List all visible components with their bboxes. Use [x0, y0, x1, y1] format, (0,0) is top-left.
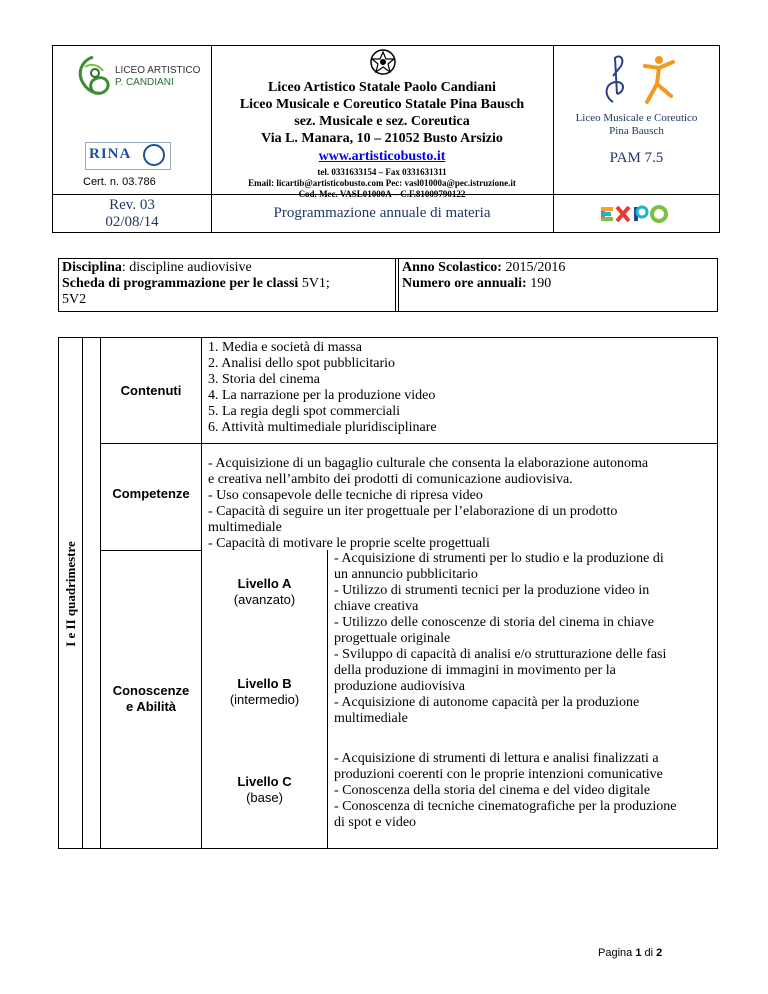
list-item: progettuale originale	[334, 631, 451, 646]
list-item: multimediale	[208, 520, 282, 535]
cert-number: Cert. n. 03.786	[83, 176, 156, 188]
list-item: un annuncio pubblicitario	[334, 567, 478, 582]
level-b-desc: (intermedio)	[229, 692, 300, 707]
logo-text-1: LICEO ARTISTICO	[115, 65, 201, 76]
page-number	[598, 947, 662, 959]
expo-logo	[601, 204, 681, 224]
contenuti-list	[208, 340, 437, 436]
competenze-label: Competenze	[112, 486, 190, 501]
disciplina-label: Disciplina	[62, 260, 122, 275]
list-item: - Utilizzo di strumenti tecnici per la produzione video in	[334, 583, 650, 598]
right-label-1: Liceo Musicale e Coreutico	[575, 112, 698, 124]
list-item: - Acquisizione di autonome capacità per la produzione	[334, 695, 640, 710]
list-item: di spot e video	[334, 815, 417, 830]
anno-value: 2015/2016	[501, 260, 566, 275]
list-item: - Acquisizione di strumenti per lo studio e la produzione di	[334, 551, 664, 566]
pam-code: PAM 7.5	[609, 150, 664, 166]
level-a-label	[202, 576, 327, 608]
level-a-name: Livello A	[237, 576, 292, 591]
level-b-label	[202, 676, 327, 708]
current-page: 1	[635, 947, 642, 959]
course-info-right	[402, 260, 712, 292]
level-a-list	[334, 551, 664, 647]
header-table	[52, 45, 720, 233]
school-line-1: Liceo Artistico Statale Paolo Candiani	[268, 80, 496, 95]
right-label-2: Pina Bausch	[609, 125, 664, 137]
list-item: 2. Analisi dello spot pubblicitario	[208, 356, 396, 371]
list-item: - Acquisizione di strumenti di lettura e analisi finalizzati a	[334, 751, 659, 766]
conoscenze-label	[101, 683, 201, 715]
level-c-name: Livello C	[237, 774, 292, 789]
list-item: - Utilizzo delle conoscenze di storia del cinema in chiave	[334, 615, 654, 630]
competenze-list	[208, 456, 648, 552]
conoscenze-label-1: Conoscenze	[112, 683, 190, 698]
school-line-4: Via L. Manara, 10 – 21052 Busto Arsizio	[261, 131, 503, 146]
level-b-list	[334, 647, 666, 727]
list-item: multimediale	[334, 711, 408, 726]
right-label	[553, 112, 720, 138]
disciplina-value: : discipline audiovisive	[121, 260, 252, 275]
period-label: I e II quadrimestre	[63, 541, 78, 647]
contenuti-label: Contenuti	[120, 383, 182, 398]
rina-certification-logo: RINA	[81, 138, 181, 174]
list-item: 1. Media e società di massa	[208, 340, 362, 355]
list-item: della produzione di immagini in movimento per la	[334, 663, 616, 678]
course-info-left	[62, 260, 392, 308]
scheda-label: Scheda di programmazione per le classi	[62, 276, 299, 291]
revision-date: 02/08/14	[105, 214, 159, 230]
school-info	[211, 79, 553, 200]
list-item: - Conoscenza di tecniche cinematografiche per la produzione	[334, 799, 677, 814]
scheda-value: 5V1;	[298, 276, 330, 291]
level-c-desc: (base)	[246, 790, 283, 805]
revision-number: Rev. 03	[109, 197, 155, 213]
contact-line-1: tel. 0331633154 – Fax 0331631311	[317, 167, 447, 177]
liceo-artistico-logo	[71, 51, 201, 106]
level-c-label	[202, 774, 327, 806]
course-info-table	[58, 258, 718, 312]
contact-line-2: Email: licartib@artisticobusto.com Pec: vasl01000a@pec.istruzione.it	[248, 178, 516, 188]
programming-table	[58, 337, 718, 849]
revision-info	[53, 197, 211, 231]
liceo-musicale-logo	[593, 52, 693, 108]
list-item: e creativa nell’ambito dei prodotti di comunicazione audiovisiva.	[208, 472, 573, 487]
conoscenze-label-2: e Abilità	[125, 699, 177, 714]
document-type: Programmazione annuale di materia	[273, 205, 491, 221]
scheda-value-2: 5V2	[62, 292, 87, 307]
school-line-3: sez. Musicale e sez. Coreutica	[294, 114, 470, 129]
list-item: 6. Attività multimediale pluridisciplinare	[208, 420, 437, 435]
school-line-2: Liceo Musicale e Coreutico Statale Pina Bausch	[239, 97, 525, 112]
total-pages: 2	[656, 947, 663, 959]
republic-emblem-icon	[369, 48, 397, 76]
list-item: 5. La regia degli spot commerciali	[208, 404, 401, 419]
website-link[interactable]: www.artisticobusto.it	[318, 149, 446, 164]
list-item: 3. Storia del cinema	[208, 372, 320, 387]
list-item: - Capacità di motivare le proprie scelte progettuali	[208, 536, 490, 551]
list-item: - Uso consapevole delle tecniche di ripresa video	[208, 488, 483, 503]
list-item: 4. La narrazione per la produzione video	[208, 388, 436, 403]
list-item: produzioni coerenti con le proprie intenzioni comunicative	[334, 767, 663, 782]
logo-text-2: P. CANDIANI	[115, 77, 174, 88]
list-item: - Conoscenza della storia del cinema e del video digitale	[334, 783, 651, 798]
page-label: Pagina	[598, 947, 636, 959]
ore-value: 190	[526, 276, 552, 291]
level-a-desc: (avanzato)	[233, 592, 296, 607]
page-of: di	[641, 947, 657, 959]
list-item: - Sviluppo di capacità di analisi e/o strutturazione delle fasi	[334, 647, 667, 662]
level-b-name: Livello B	[237, 676, 292, 691]
contact-line-3: Cod. Mec. VASL01000A – C.F.81009790122	[298, 189, 466, 199]
list-item: produzione audiovisiva	[334, 679, 466, 694]
ore-label: Numero ore annuali:	[402, 276, 527, 291]
list-item: - Acquisizione di un bagaglio culturale che consenta la elaborazione autonoma	[208, 456, 649, 471]
list-item: chiave creativa	[334, 599, 419, 614]
level-c-list	[334, 751, 676, 831]
anno-label: Anno Scolastico:	[402, 260, 502, 275]
list-item: - Capacità di seguire un iter progettuale per l’elaborazione di un prodotto	[208, 504, 618, 519]
